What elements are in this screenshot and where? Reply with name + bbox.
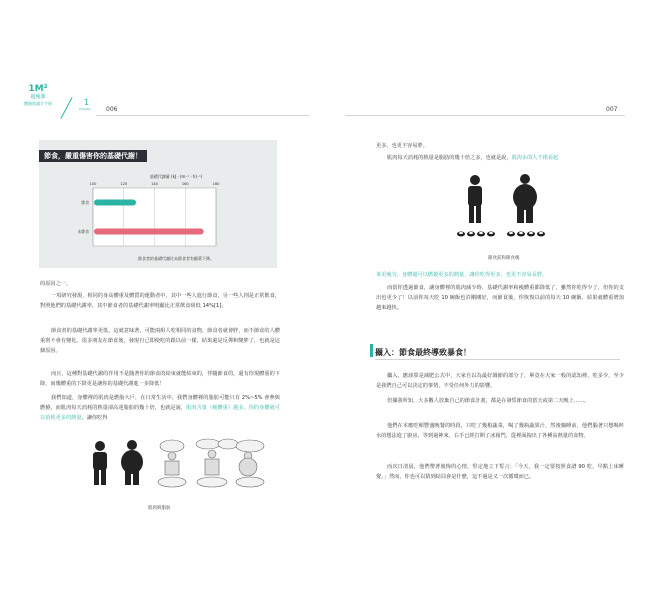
logo-mark: 1M² (28, 84, 48, 94)
bar-diet (94, 200, 136, 206)
paragraph: 節食者的基礎代謝率更低，這就意味著，可能兩組人吃相同的食物，節食者就會胖，而不節食的人體重則不會有變化。很多朋友在節食後，發現自己即使吃的跟以前一樣，結果還是反彈和變胖了，也就是這個原因。 (40, 328, 280, 354)
paragraph: 的原因之一。 (40, 281, 72, 287)
slim-person-icon (93, 441, 107, 485)
x-tick-label: 160 (181, 182, 189, 186)
section-rule (375, 359, 620, 360)
paragraph-text: 肌肉每天消耗的熱量是脂肪的幾十倍之多，也就是說， (387, 155, 512, 161)
category-label: 未節食 (77, 228, 89, 234)
cloud-person-icon (196, 439, 238, 487)
right-header-rule (345, 115, 625, 116)
paragraph-text: ，讓你吃得 (81, 415, 108, 421)
section-title: 攝入：節食最終導致暴食！ (375, 348, 471, 357)
chart-title: 基礎代謝量 (kJ · (m⁻² · h)⁻¹) (149, 174, 203, 179)
logo-title: 超瘦課 (30, 94, 46, 100)
left-header-rule (96, 115, 309, 116)
paragraph (376, 153, 624, 163)
paragraph: 他們在本應吃頓豐盛晚餐的時段，只吃了幾根蔬菜，喝了幾瓶蔬果汁，然後躺睡前，他們腦著只想喝杯水的想法進了廚房，等到過神來，右手已經打開了冰箱門，從裡面掏出了各種高熱量的食物。 (376, 423, 624, 439)
section-marker (370, 344, 373, 357)
chart-box-title: 節食，嚴重傷害你的基礎代謝！ (39, 150, 147, 162)
fat-person-icon (513, 174, 537, 223)
bar-no-diet (94, 229, 204, 235)
paragraph: 一項研究發現，相同的身高體重及體質的運動者中，其中一些人進行節食，另一些人則是正常飲食，對照他們的基礎代謝率，其中節食者的基礎代謝率明顯比正常飲食組低 14%[1]。 (40, 293, 280, 309)
paragraph: 而次日清晨，他們帶著後悔的心情，堅定地立下誓言：「今天，我一定要按照食譜 90 吃，早點上床睡覺。」然而，你也可以猜到結局會是什麼，這不過是又一次循環而已。 (376, 464, 624, 480)
fat-person-icon (121, 440, 143, 485)
x-tick-label: 180 (212, 182, 220, 186)
paragraph: 攝入，應該算是減肥公式中，大家自以為最好調節的部分了，畢竟在大家一般的認知裡，吃多少，至少是我們自己可以決定的事情，不受任何外力的影響。 (376, 373, 624, 389)
slim-person-icon (468, 175, 482, 223)
paragraph: 而當你透過節食，讓身體裡的肌肉減少時，基礎代謝率和瘦體重都降低了，雖然你吃得少了，但你的支出也更少了！以前你每天吃 10 碗飯也許剛剛好，而節食後，你恢復以前的每天 10 碗飯，結果就體重增加越來越快。 (376, 285, 624, 311)
header-divider (60, 97, 72, 119)
chapter-label: Chapter (79, 107, 91, 111)
metabolism-chart (39, 168, 277, 268)
figure-caption: 肌肉與脂肪 (148, 506, 171, 511)
diet-people-illustration (455, 172, 565, 250)
left-page-number: 006 (106, 106, 118, 113)
paragraph (40, 393, 280, 423)
cloud-person-icon (236, 440, 264, 487)
highlight-text: 肌肉多的人不僅看起 (511, 155, 559, 161)
right-page-number: 007 (606, 106, 618, 113)
paragraph: 而且，這種對基礎代謝的作用不是隨著你的節食的結束就能結束的，伴隨節食的，還有你現體重的下降，而幾體重的下降更是讓你的基礎代謝進一步降低！ (40, 371, 280, 387)
x-tick-label: 120 (120, 182, 128, 186)
x-tick-label: 100 (89, 182, 97, 186)
chapter-number: 1 (84, 98, 90, 107)
highlight-text: 肌肉含量（瘦體重）越多，你的身體就可以消耗更多的熱量 (40, 405, 280, 421)
category-label: 節食 (81, 199, 89, 205)
x-tick-label: 140 (151, 182, 158, 186)
book-logo (16, 84, 60, 107)
logo-subtitle: 體脂肪減半手冊 (24, 101, 52, 106)
paragraph: 但據我所知，大多數人放棄自己的節食計畫，都是在發誓節食的當天或第二天晚上……。 (387, 398, 590, 404)
figure-caption: 節食前和節食後 (488, 256, 520, 261)
chart-caption: 節食者的基礎代謝比未節食者有顯著下降。 (138, 256, 214, 261)
highlight-paragraph: 來更瘦匀，身體還可以燃燒更多的熱量，讓你吃得更多，也更不容易長胖。 (376, 272, 548, 278)
paragraph: 更多，也更不容易胖。 (376, 143, 428, 149)
paragraph-text: 我們知道，身體裡的肌肉是燃脂大戶，在日常生活中，我們身體裡的脂肪可能只有 2%~5% 會參與燃燒，而肌肉每天消耗的熱量卻高達脂肪的幾十倍，也就是說， (40, 395, 280, 411)
muscle-fat-illustration (80, 438, 280, 498)
cloud-person-icon (158, 440, 186, 487)
